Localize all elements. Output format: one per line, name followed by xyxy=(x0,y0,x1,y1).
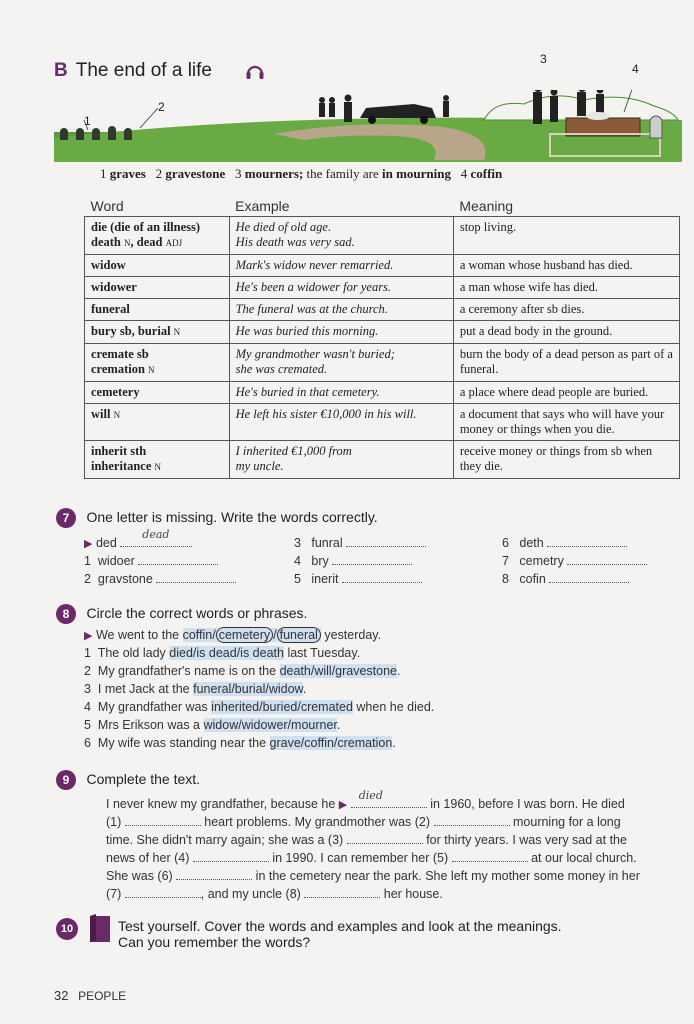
options-highlight[interactable]: funeral/burial/widow xyxy=(193,682,303,696)
example-cell: He's been a widower for years. xyxy=(229,277,453,299)
exercise-number-badge: 8 xyxy=(56,604,76,624)
options-highlight[interactable]: widow/widower/mourner xyxy=(203,718,337,732)
caption-text: the family are xyxy=(306,166,379,181)
table-row xyxy=(85,441,680,479)
table-row xyxy=(85,344,680,382)
exercise-9-line xyxy=(106,867,640,883)
exercise-9-line xyxy=(106,813,621,829)
caption-term: mourners; xyxy=(244,166,304,181)
text-segment: for thirty years. I was very sad at the xyxy=(426,833,627,847)
example-cell: He left his sister €10,000 in his will. xyxy=(229,404,453,441)
example-cell xyxy=(229,344,453,382)
exercise-9-line xyxy=(106,885,443,901)
example-cell: He's buried in that cemetery. xyxy=(229,382,453,404)
section-title xyxy=(54,60,212,82)
options-highlight[interactable]: died/is dead/is death xyxy=(169,646,284,660)
exercise-7-item xyxy=(294,552,412,568)
part-of-speech: N xyxy=(154,462,162,472)
item-text: The old lady xyxy=(97,646,166,660)
exercise-7-example xyxy=(84,528,192,550)
item-text: I met Jack at the xyxy=(97,682,190,696)
example-text: she was cremated. xyxy=(235,362,328,376)
part-of-speech: ADJ xyxy=(165,238,183,248)
table-row xyxy=(85,255,680,277)
text-segment: her house. xyxy=(383,887,443,901)
meaning-cell: stop living. xyxy=(453,217,679,255)
item-text: We went to the xyxy=(95,628,180,642)
answer-blank[interactable] xyxy=(176,867,252,880)
item-number: 5 xyxy=(294,572,301,586)
table-row xyxy=(85,404,680,441)
table-header-row xyxy=(85,196,680,217)
item-number: 4 xyxy=(84,700,91,714)
example-text: His death was very sad. xyxy=(235,235,355,249)
exercise-title: Circle the correct words or phrases. xyxy=(86,605,308,621)
word-text: bury sb, burial xyxy=(91,324,171,338)
item-word: widoer xyxy=(97,554,135,568)
answer-blank[interactable] xyxy=(120,528,192,547)
options-highlight[interactable] xyxy=(183,628,321,642)
text-segment: (7) xyxy=(106,887,122,901)
page-footer xyxy=(54,988,126,1003)
item-word: deth xyxy=(519,536,544,550)
example-cell: Mark's widow never remarried. xyxy=(229,255,453,277)
example-cell xyxy=(229,217,453,255)
part-of-speech: N xyxy=(148,365,155,375)
meaning-cell: a ceremony after sb dies. xyxy=(453,299,679,321)
item-number: 3 xyxy=(294,536,301,550)
part-of-speech: N xyxy=(124,238,131,248)
exercise-7-item xyxy=(294,534,426,550)
text-segment: (1) xyxy=(106,815,122,829)
word-text: die (die of an illness) xyxy=(91,220,201,234)
funeral-illustration xyxy=(54,90,682,165)
exercise-7-item xyxy=(84,570,236,586)
caption-num: 2 xyxy=(155,166,163,181)
illustration-caption xyxy=(100,166,502,182)
meaning-cell: a place where dead people are buried. xyxy=(453,382,679,404)
circled-option[interactable]: cemetery xyxy=(216,627,273,643)
answer-blank[interactable] xyxy=(434,813,510,826)
part-of-speech: N xyxy=(113,410,121,420)
item-number: 6 xyxy=(502,536,509,550)
text-segment: mourning for a long xyxy=(513,815,621,829)
exercise-title: One letter is missing. Write the words correctly. xyxy=(86,509,378,525)
answer-blank[interactable] xyxy=(351,789,427,808)
item-number: 6 xyxy=(84,736,91,750)
item-number: 8 xyxy=(502,572,509,586)
word-cell: cemetery xyxy=(85,382,230,404)
text-segment: She was (6) xyxy=(106,869,173,883)
instruction-line: Test yourself. Cover the words and examples and look at the meanings. xyxy=(118,918,562,934)
item-text: . xyxy=(397,664,401,678)
caption-num: 1 xyxy=(100,166,107,181)
example-text: He died of old age. xyxy=(235,220,332,234)
text-segment: at our local church. xyxy=(531,851,637,865)
answer-blank[interactable] xyxy=(193,849,269,862)
word-cell: funeral xyxy=(85,299,230,321)
item-number: 7 xyxy=(502,554,509,568)
word-cell: widower xyxy=(85,277,230,299)
table-row xyxy=(85,382,680,404)
example-cell xyxy=(229,441,453,479)
header-meaning: Meaning xyxy=(459,198,514,214)
item-word: inerit xyxy=(311,572,339,586)
handwritten-answer: died xyxy=(358,789,383,802)
caption-term: gravestone xyxy=(165,166,226,181)
options-highlight[interactable]: death/will/gravestone xyxy=(279,664,398,678)
illustration-label-3: 3 xyxy=(540,52,547,66)
item-text: My grandfather's name is on the xyxy=(97,664,277,678)
word-cell: die (die of an illness) death N, dead ADJ xyxy=(85,217,230,255)
word-text: will xyxy=(91,407,111,421)
example-cell: He was buried this morning. xyxy=(229,321,453,344)
item-word: bry xyxy=(311,554,329,568)
exercise-7-item xyxy=(294,570,422,586)
answer-blank[interactable] xyxy=(549,570,629,583)
answer-blank[interactable] xyxy=(346,534,426,547)
text-segment: in the cemetery near the park. She left my mother some money in her xyxy=(255,869,640,883)
item-text: last Tuesday. xyxy=(287,646,361,660)
answer-blank[interactable] xyxy=(138,552,218,565)
table-row xyxy=(85,299,680,321)
word-text: cremation xyxy=(91,362,145,376)
book-cover-icon xyxy=(88,914,112,944)
caption-num: 4 xyxy=(460,166,468,181)
item-text: . xyxy=(302,682,307,696)
example-arrow-icon: ▶ xyxy=(338,799,348,811)
caption-num: 3 xyxy=(235,166,242,181)
word-cell: widow xyxy=(85,255,230,277)
instruction-line: Can you remember the words? xyxy=(118,934,311,950)
exercise-title: Complete the text. xyxy=(86,771,201,787)
word-text: dead xyxy=(136,235,163,249)
part-of-speech: N xyxy=(173,327,181,337)
text-segment: , and my uncle (8) xyxy=(200,887,301,901)
meaning-cell: put a dead body in the ground. xyxy=(453,321,679,344)
exercise-7-header xyxy=(56,508,378,528)
text-segment: news of her (4) xyxy=(106,851,190,865)
options-highlight[interactable]: grave/coffin/cremation xyxy=(269,736,393,750)
example-arrow-icon: ▶ xyxy=(84,630,93,642)
item-text: Mrs Erikson was a xyxy=(97,718,201,732)
text-segment: time. She didn't marry again; she was a (3) xyxy=(106,833,344,847)
word-text: cremate sb xyxy=(91,347,149,361)
item-text: when he died. xyxy=(356,700,435,714)
item-word: gravstone xyxy=(97,572,153,586)
caption-term: graves xyxy=(109,166,146,181)
item-number: 4 xyxy=(294,554,301,568)
exercise-7-item xyxy=(502,570,629,586)
exercise-7-item xyxy=(502,534,627,550)
exercise-number-badge: 10 xyxy=(56,918,78,940)
answer-blank[interactable] xyxy=(347,831,423,844)
example-text: I inherited €1,000 from xyxy=(235,444,352,458)
exercise-8-item xyxy=(84,664,401,678)
word-text: death xyxy=(91,235,121,249)
example-cell: The funeral was at the church. xyxy=(229,299,453,321)
exercise-7-item xyxy=(84,552,218,568)
item-text: yesterday. xyxy=(324,628,382,642)
word-text: inheritance xyxy=(91,459,152,473)
meaning-cell: a woman whose husband has died. xyxy=(453,255,679,277)
example-text: My grandmother wasn't buried; xyxy=(235,347,395,361)
item-number: 1 xyxy=(84,646,91,660)
audio-headphones-icon[interactable] xyxy=(244,60,266,82)
exercise-9-line xyxy=(106,789,625,811)
handwritten-answer: dead xyxy=(142,528,170,541)
exercise-9-line xyxy=(106,849,637,865)
example-text: my uncle. xyxy=(235,459,284,473)
header-example: Example xyxy=(235,198,290,214)
meaning-cell: burn the body of a dead person as part of a funeral. xyxy=(453,344,679,382)
illustration-label-4: 4 xyxy=(632,62,639,76)
exercise-8-header xyxy=(56,604,307,624)
exercise-8-item xyxy=(84,718,340,732)
item-word: ded xyxy=(95,536,117,550)
word-cell xyxy=(85,321,230,344)
answer-blank[interactable] xyxy=(452,849,528,862)
text-segment: I never knew my grandfather, because he xyxy=(106,797,336,811)
word-cell xyxy=(85,441,230,479)
answer-blank[interactable] xyxy=(125,813,201,826)
illustration-label-1: 1 xyxy=(84,114,91,128)
options-highlight[interactable]: inherited/buried/cremated xyxy=(211,700,353,714)
vocabulary-table xyxy=(84,196,680,479)
item-number: 2 xyxy=(84,572,91,586)
footer-section: PEOPLE xyxy=(78,989,127,1003)
item-word: cofin xyxy=(519,572,546,586)
item-word: funral xyxy=(311,536,343,550)
item-text: My grandfather was xyxy=(97,700,208,714)
section-title-text: The end of a life xyxy=(75,60,212,81)
word-cell xyxy=(85,344,230,382)
exercise-8-example xyxy=(84,628,381,642)
table-row xyxy=(85,277,680,299)
illustration-label-2: 2 xyxy=(158,100,165,114)
answer-blank[interactable] xyxy=(567,552,647,565)
item-text: . xyxy=(336,718,341,732)
option[interactable]: coffin/ xyxy=(182,628,216,642)
exercise-number-badge: 9 xyxy=(56,770,76,790)
exercise-8-item xyxy=(84,682,306,696)
text-segment: heart problems. My grandmother was (2) xyxy=(204,815,431,829)
word-text: inherit sth xyxy=(91,444,147,458)
meaning-cell: a man whose wife has died. xyxy=(453,277,679,299)
exercise-8-item xyxy=(84,736,396,750)
gravestone-right xyxy=(650,116,662,138)
caption-term: coffin xyxy=(470,166,503,181)
page-number: 32 xyxy=(54,988,69,1003)
caption-term: in mourning xyxy=(381,166,451,181)
item-number: 3 xyxy=(84,682,91,696)
item-word: cemetry xyxy=(519,554,564,568)
exercise-9-line xyxy=(106,831,627,847)
answer-blank[interactable] xyxy=(342,570,422,583)
exercise-10-instructions xyxy=(118,918,562,950)
header-word: Word xyxy=(90,198,124,214)
exercise-8-item xyxy=(84,700,434,714)
answer-blank[interactable] xyxy=(304,885,380,898)
example-arrow-icon: ▶ xyxy=(84,538,93,550)
answer-blank[interactable] xyxy=(547,534,627,547)
answer-blank[interactable] xyxy=(125,885,201,898)
word-cell xyxy=(85,404,230,441)
exercise-9-header xyxy=(56,770,200,790)
item-number: 1 xyxy=(84,554,91,568)
circled-option[interactable]: funeral xyxy=(277,627,321,643)
option-separator: / xyxy=(273,628,277,642)
text-segment: in 1960, before I was born. He died xyxy=(430,797,625,811)
table-row xyxy=(85,321,680,344)
text-segment: in 1990. I can remember her (5) xyxy=(272,851,449,865)
item-text: . xyxy=(392,736,396,750)
answer-blank[interactable] xyxy=(332,552,412,565)
table-row xyxy=(85,217,680,255)
exercise-number-badge: 7 xyxy=(56,508,76,528)
exercise-8-item xyxy=(84,646,360,660)
section-letter: B xyxy=(54,60,68,81)
exercise-7-item xyxy=(502,552,647,568)
item-number: 2 xyxy=(84,664,91,678)
meaning-cell: receive money or things from sb when they die. xyxy=(453,441,679,479)
item-number: 5 xyxy=(84,718,91,732)
answer-blank[interactable] xyxy=(156,570,236,583)
meaning-cell: a document that says who will have your money or things when you die. xyxy=(453,404,679,441)
exercise-10-header xyxy=(56,918,78,940)
item-text: My wife was standing near the xyxy=(97,736,267,750)
